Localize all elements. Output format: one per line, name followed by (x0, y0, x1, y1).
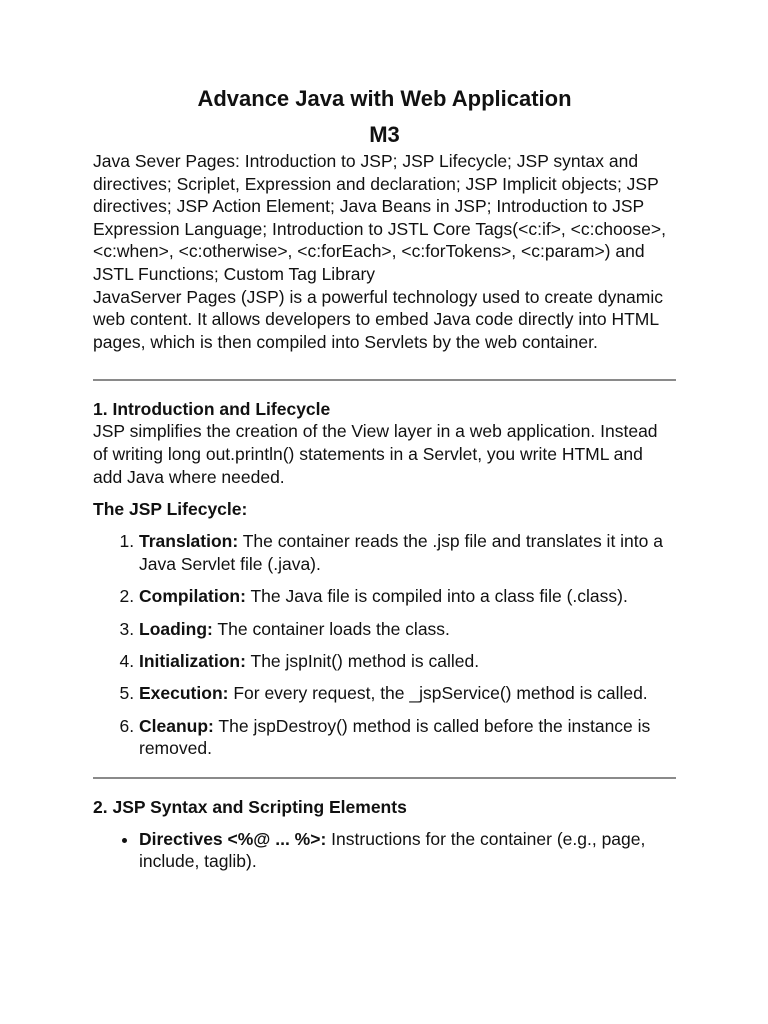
step-term: Cleanup: (139, 715, 214, 736)
section-heading-syntax: 2. JSP Syntax and Scripting Elements (93, 796, 407, 817)
step-description: The container reads the .jsp file and translates it into a Java Servlet file (.java). (139, 531, 663, 574)
step-description: For every request, the _jspService() method is called. (228, 683, 648, 704)
element-description: Instructions for the container (e.g., page, include, taglib). (139, 828, 646, 872)
lifecycle-steps-list (93, 530, 676, 760)
step-term: Compilation: (139, 586, 246, 607)
list-item (139, 715, 676, 760)
list-item (139, 828, 676, 873)
intro-paragraph: JavaServer Pages (JSP) is a powerful technology used to create dynamic web content. It allows developers to embed Java code directly into HTML pages, which is then compiled into Servlets by the web container. (93, 286, 664, 352)
element-term: Directives <%@ ... %>: (139, 828, 327, 849)
step-term: Execution: (139, 683, 229, 704)
section-divider (93, 777, 676, 779)
step-term: Translation: (139, 531, 239, 552)
lifecycle-subheading: The JSP Lifecycle: (93, 499, 248, 520)
scripting-elements-list (93, 828, 676, 873)
section-intro-paragraph: JSP simplifies the creation of the View layer in a web application. Instead of writing long out.println() statements in a Servlet, you write HTML and add Java where needed. (93, 421, 658, 487)
step-description: The jspInit() method is called. (245, 650, 480, 671)
step-term: Loading: (139, 618, 213, 639)
list-item (139, 618, 676, 641)
step-description: The jspDestroy() method is called before the instance is removed. (139, 715, 651, 759)
section-divider (93, 379, 676, 381)
list-item (139, 650, 676, 673)
list-item (139, 585, 676, 608)
section-heading-lifecycle: 1. Introduction and Lifecycle (93, 399, 331, 420)
document-page (93, 84, 676, 873)
step-description: The container loads the class. (212, 618, 450, 639)
list-item (139, 530, 676, 575)
document-subtitle: M3 (369, 122, 400, 147)
step-term: Initialization: (139, 650, 246, 671)
document-title: Advance Java with Web Application (197, 86, 572, 111)
step-description: The Java file is compiled into a class file (.class). (245, 586, 628, 607)
list-item (139, 682, 676, 705)
syllabus-paragraph: Java Sever Pages: Introduction to JSP; JSP Lifecycle; JSP syntax and directives; Scriplet, Expression and declaration; JSP Implicit objects; JSP directives; JSP Action Element; Java Beans in JSP; Introduction to JSP Expression Language; Introduction to JSTL Core Tags(<c:if>, <c:choose>, <c:when>, <c:otherwise>, <c:forEach>, <c:forTokens>, <c:param>) and JSTL Functions; Custom Tag Library (93, 151, 666, 284)
